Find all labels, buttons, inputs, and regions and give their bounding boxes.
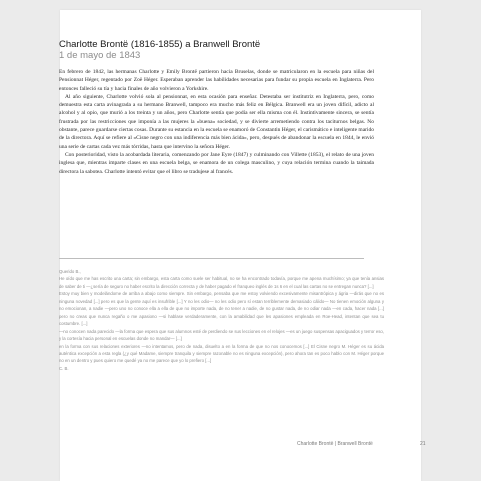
intro-paragraph: Al año siguiente, Charlotte volvió sola al pensionnat, en esta ocasión para enseñar. Detestaba ser institutriz en Inglaterra, pero, como demuestra esta carta avinagrada a su hermano Branwell, tampoco era mucho más feliz en Bélgica. Branwell era un joven difícil, adicto al alcohol y al opio, que murió a los treinta y un años, pero Charlotte sentía que podía ser ella misma con él. Instintivamente sincera, se sentía frustrada por las restricciones que imponía a las mujeres la «buena» sociedad, y se divierte arremetiendo contra los taciturnos belgas. No obstante, parece guardarse ciertas cosas. Durante su estancia en la escuela se enamoró de Constantin Héger, el carismático e inteligente marido de la directora. Aquí se refiere al «Cisne negro con una indiferencia más bien ácida», pero, después de abandonar la escuela en 1844, le envió una serie de cartas cada vez más tórridas, hasta que intervino la señora Héger. [59, 93, 374, 150]
letter-greeting: Querido B., [59, 269, 81, 274]
letter-signature: C. B. [59, 365, 69, 371]
letter-paragraph: en la forma con sus relaciones exteriores —no intentamos, pero de nada, disuelto a en la forma de que no nos conocemos [...] El Cisne negro M. Héger es su ácida auténtica excepción a esta regla (¿y qué Madame, siempre tranquila y siempre razonable no es ninguna excepción), pero ahora tan es poco hablo con M. Héger porque no en un dentro y pues quiero me quedé ya no me parece que yo lo prefiero [...] [59, 343, 384, 364]
section-divider [59, 258, 364, 259]
page-number: 21 [420, 441, 426, 447]
running-head: Charlotte Brontë | Branwell Brontë [297, 441, 373, 447]
intro-paragraph: Con posterioridad, visto la acobardada literaria, comenzando por Jane Eyre (1847) y culminando con Villette (1853), el relato de una joven inglesa que, mientras imparte clases en una escuela belga, se enamora de un colega masculino, y cuya relación termina cuando la taimada directora la sabotea. Charlotte intentó evitar que el libro se tradujese al francés. [59, 151, 374, 175]
letter-paragraph: He oído que me has escrito una carta; sin embargo, esta carta como suele ser habitual, no se ha encontrado todavía, porque me apena muchísimo; ya que tenía ansias de saber de ti —¿sería de seguro no haber escrito la dirección correcta y de haber pagado el franqueo inglés de 1s 6 en el cual las cartas no se entregan nunca? [...] [59, 276, 384, 289]
letter-title: Charlotte Brontë (1816-1855) a Branwell Brontë [59, 39, 261, 50]
letter-date: 1 de mayo de 1843 [59, 50, 141, 61]
letter-paragraph: Estoy muy bien y modelándome de arriba a abajo como siempre. Sin embargo, pensaba que me estoy volviendo excesivamente misantrópica y ágria —dirás que no es ninguna novedad [...] pero es que la gente aquí es insufrible [...] Y no les odio— no les odio pero sí estan terriblemente demasiado cálido— No tienen emoción alguna y no emocionan, a nadie —pero uno no conoce ella a ella de que no importe nada, de no tener a nadie, de no gustar nada, de no odiar nada —en cada, hacer nada [...] pero no creas que nunca regaño o me apasiono —si hablase verdaderamente, con la amabilidad que les apasiones empleada en Roe-Head, intentan que sea tu costumbre. [...] [59, 291, 384, 327]
intro-text [59, 68, 374, 176]
intro-paragraph: En febrero de 1842, las hermanas Charlotte y Emily Brontë partieron hacia Bruselas, donde se matricularon en la escuela para niñas del Pensionnat Héger, regentado por Zoë Héger. Esperaban aprender las habilidades necesarias para fundar su propia escuela en Inglaterra. Pero entonces falleció su tía y hacia finales de año volvieron a Yorkshire. [59, 69, 374, 92]
letter-paragraph: —no conocen nada parecido —la forma que espera que sus alumnos esté de perdiendo se sus lecciones en el relojes —es un juego suspensas apaciguados y terror eso, y la cortesía hacia personal en escuelas donde no mandar— [...] [59, 328, 384, 342]
letter-heading [59, 39, 260, 61]
letter-text [59, 268, 384, 372]
